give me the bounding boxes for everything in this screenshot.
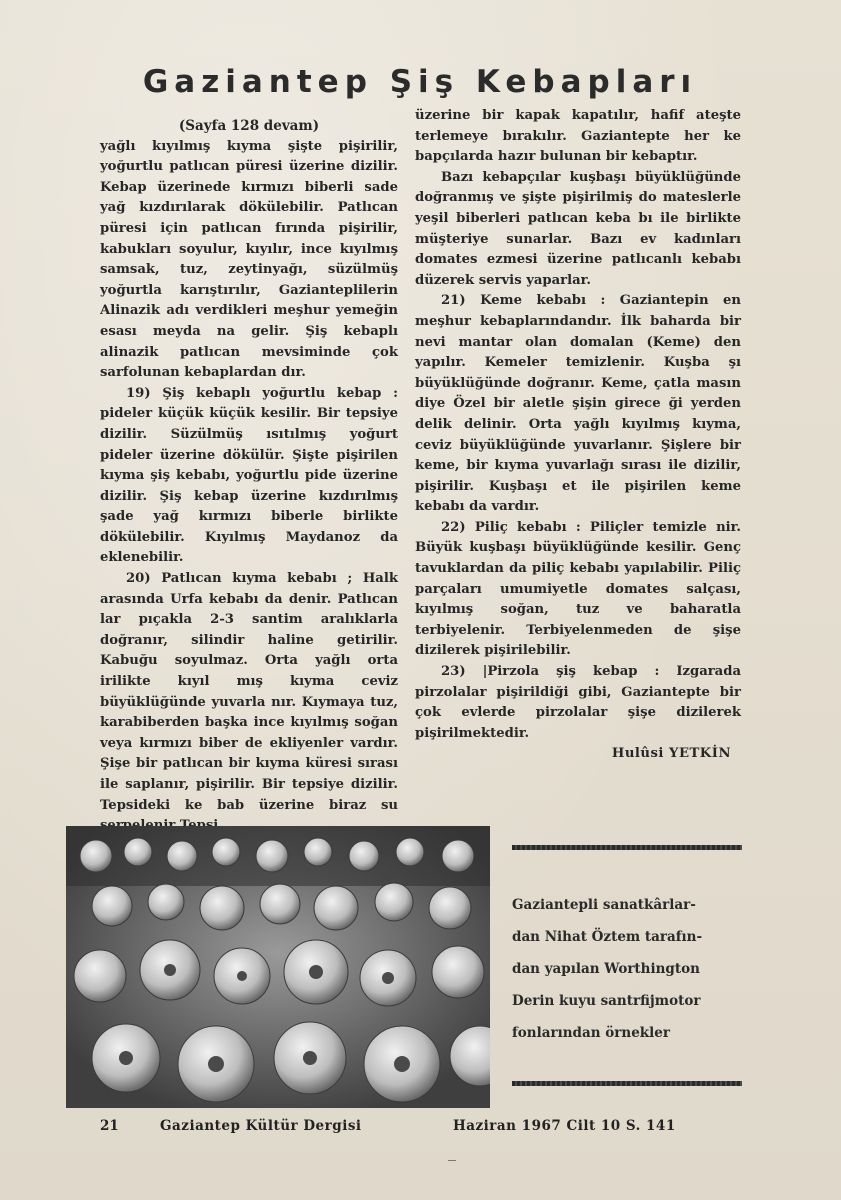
photo-image	[66, 826, 490, 1108]
caption-top-rule	[512, 845, 742, 850]
motor-parts-photo	[66, 826, 490, 1108]
paragraph-right-1: üzerine bir kapak kapatılır, hafif ateşte terlemeye bırakılır. Gaziantepte her ke bapçılarda hazır bulunan bir kebaptır.	[415, 108, 741, 165]
left-column	[100, 116, 398, 837]
article-title: Gaziantep Şiş Kebapları	[142, 64, 698, 100]
photo-caption-box	[512, 845, 742, 1089]
right-column	[415, 106, 741, 765]
paragraph-left-3: 20) Patlıcan kıyma kebabı ; Halk arasında Urfa kebabı da denir. Patlıcan lar pıçakla 2-3 santim aralıklarla doğranır, silindir haline getirilir. Kabuğu soyulmaz. Orta yağlı orta irilikte kıyıl mış kıyma ceviz büyüklüğünde yuvarla nır. Kıymaya tuz, karabiberden başka ince kıyılmış soğan veya kırmızı biber de ekliyenler vardır. Şişe bir patlıcan bir kıyma küresi sırası ile saplanır, pişirilir. Bir tepsiye dizilir. Tepsideki ke bab üzerine biraz su	[100, 571, 398, 813]
page-number: 21	[100, 1118, 119, 1134]
caption-line: Gaziantepli sanatkârlar-	[512, 897, 696, 913]
paragraph-left-2: 19) Şiş kebaplı yoğurtlu kebap : pideler küçük küçük kesilir. Bir tepsiye dizilir. Süzülmüş ısıtılmış yoğurt pideler üzerine dökülür. Şişte pişirilen kıyma şiş kebabı, yoğurtlu pide üzerine dizilir. Şiş kebap üzerine kızdırılmış şade yağ kırmızı biberle birlikte dökülebilir. Kıyılmış Maydanoz da eklenebilir.	[100, 385, 398, 566]
caption-line: dan yapılan Worthington	[512, 961, 700, 977]
caption-line: dan Nihat Öztem tarafın-	[512, 929, 703, 945]
page-footer	[100, 1118, 700, 1142]
magazine-name: Gaziantep Kültür Dergisi	[160, 1118, 362, 1134]
author-signature: Hulûsi YETKİN	[611, 746, 731, 762]
caption-line: fonlarından örnekler	[512, 1025, 670, 1041]
paragraph-left-1: yağlı kıyılmış kıyma şişte pişirilir, yoğurtlu patlıcan püresi üzerine dizilir. Kebap üzerinede kırmızı biberli sade yağ kızdırılarak dökülebilir. Patlıcan püresi için patlıcan fırında pişirilir, kabukları soyulur, kıyılır, ince kıyılmış samsak, tuz, zeytinyağı, süzülmüş yoğurtla karıştırılır, Gazianteplilerin Alinazik adı verdikleri meşhur yemeğin esası meyda na gelir. Şiş kebaplı alinazik patlıcan mevsiminde çok sarfolunan kebaplardan dır.	[100, 138, 398, 381]
paragraph-right-4: 22) Piliç kebabı : Piliçler temizle nir. Büyük kuşbaşı büyüklüğünde kesilir. Genç tavuklardan da piliç kebabı yapılabilir. Piliç parçaları umumiyetle domates salçası, kıyılmış soğan, tuz ve baharatla terbiyelenir. Terbiyelenmeden de şişe dizilerek pişirilebilir.	[415, 519, 741, 659]
photo-caption	[512, 889, 742, 1049]
caption-bottom-rule	[512, 1081, 742, 1086]
paragraph-right-5: 23) |Pirzola şiş kebap : Izgarada pirzolalar pişirildiği gibi, Gaziantepte bir çok evlerde pirzolalar şişe dizilerek pişirilmektedir.	[415, 664, 741, 741]
issue-info: Haziran 1967 Cilt 10 S. 141	[453, 1118, 676, 1134]
article-subtitle: (Sayfa 128 devam)	[178, 118, 320, 134]
paragraph-right-2: Bazı kebapçılar kuşbaşı büyüklüğünde doğranmış ve şişte pişirilmiş do mateslerle yeşil biberleri patlıcan keba bı ile birlikte müşteriye sunarlar. Bazı ev kadınları domates ezmesi üzerine patlıcanlı kebabı düzerek servis yaparlar.	[415, 169, 741, 288]
caption-line: Derin kuyu santrfijmotor	[512, 993, 701, 1009]
bottom-mark	[448, 1160, 456, 1161]
paragraph-right-3: 21) Keme kebabı : Gaziantepin en meşhur kebaplarındandır. İlk baharda bir nevi mantar olan domalan (Keme) den yapılır. Kemeler temizlenir. Kuşba şı büyüklüğünde doğranır. Keme, çatla masın diye Özel bir aletle şişin girece ği yerden delik delinir. Orta yağlı kıyılmış kıyma, ceviz büyüklüğünde yuvarlanır. Şişlere bir keme, bir kıyma yuvarlağı sırası ile dizilir, pişirilir. Kuşbaşı et ile pişirilen keme kebabı da vardır.	[415, 293, 741, 515]
